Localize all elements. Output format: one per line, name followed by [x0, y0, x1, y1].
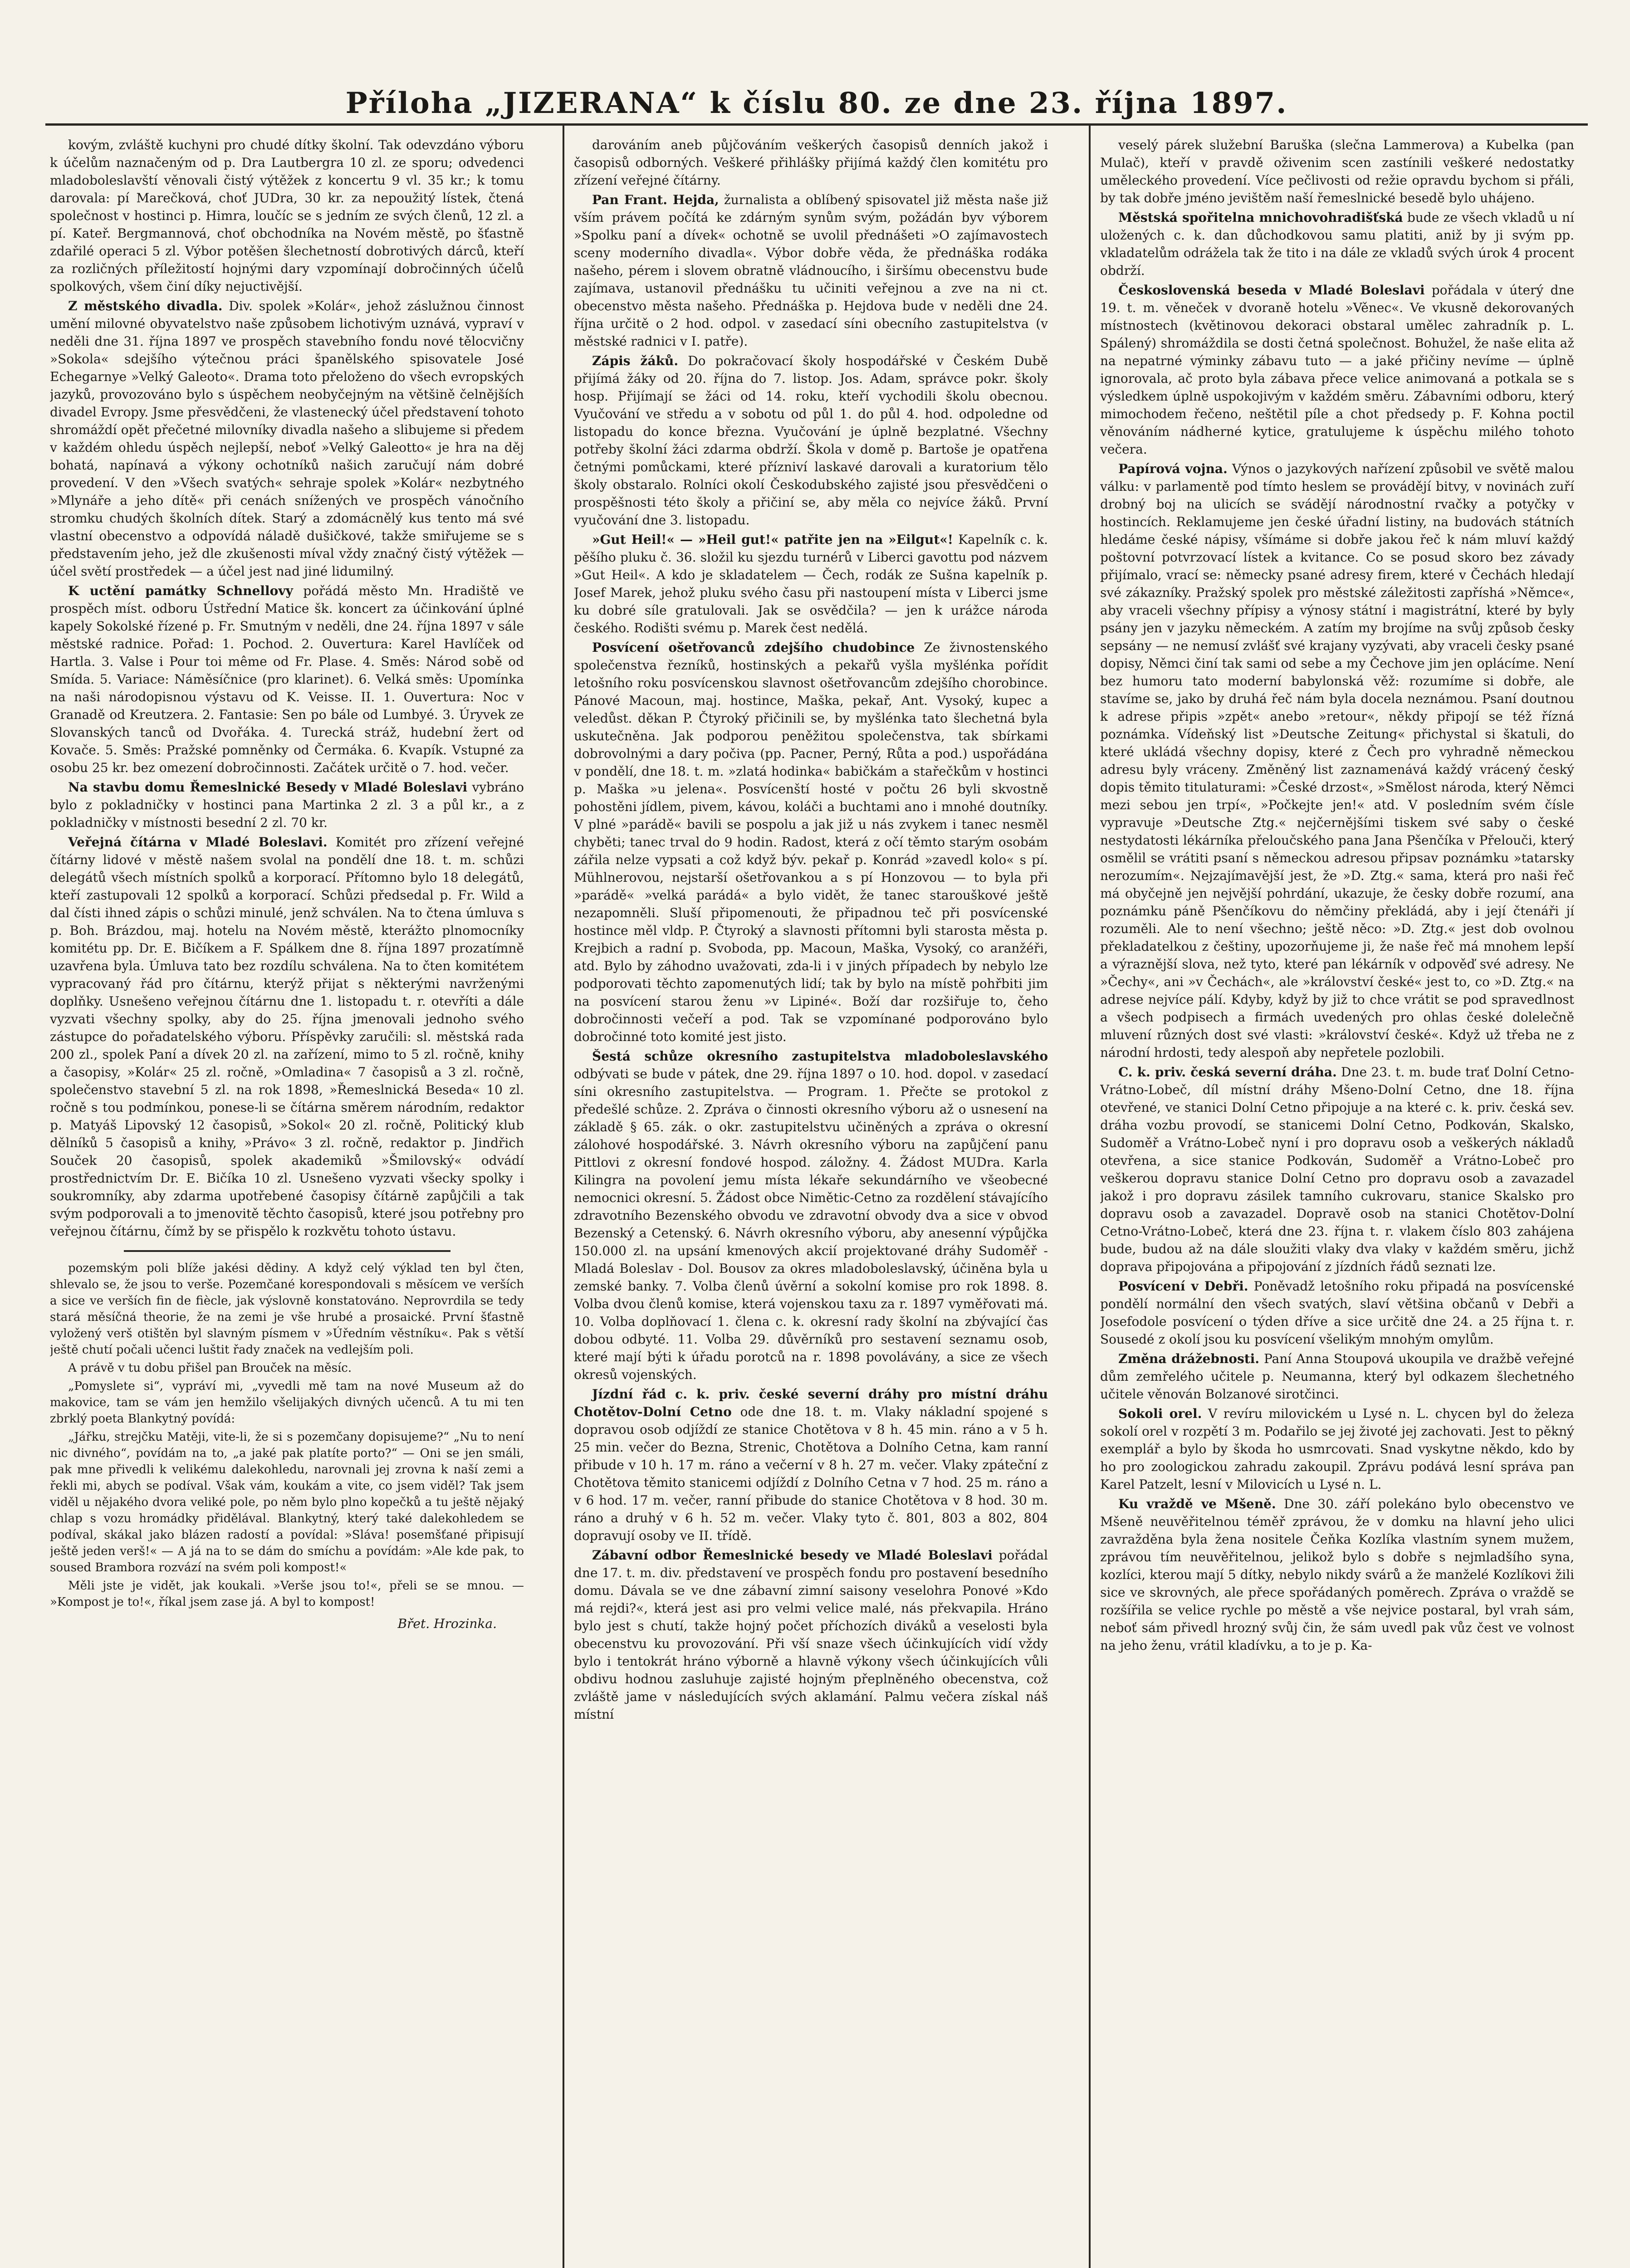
article-heading: Zápis žáků. [592, 353, 679, 368]
header-rule [45, 123, 1588, 126]
article-heading: K uctění památky Schnellovy [68, 583, 293, 598]
article-paragraph [50, 833, 524, 1240]
feuilleton-paragraph: „Jářku, strejčku Matěji, vite-li, že si s pozemčany dopisujeme?“ „Nu to není nic divného“, povídám na to, „a jaké pak platíte porto?“ — Oni se jen smáli, pak mne přivedli k velikému dalekohledu, narovnali jej zrovna k naší zemi a řekli mi, abych se podíval. Však vám, koukám a vite, co jsem viděl? Tak jsem viděl u nějakého dvora veliké pole, po něm bylo plno kopečků a tu ještě nějaký chlap s vozu hromádky přidělával. Blankytný, který také dalekohledem se podíval, skákal jako blázen radostí a povídal: »Sláva! posemšťané připisují ještě jeden verš!« — A já na to se dám do smíchu a povídám: »Ale kde pak, to soused Brambora rozvází na svém poli kompost!« [50, 1430, 524, 1574]
article-heading: Veřejná čítárna v Mladé Boleslavi. [68, 835, 328, 850]
article-text: darováním aneb půjčováním veškerých časopisů denních jakož i časopisů odborných. Veškeré přihlášky přijímá každý člen komitétu pro zřízení veřejné čítárny. [574, 137, 1048, 188]
article-text: Výnos o jazykových nařízení způsobil ve světě malou válku: v parlamentě pod tímto heslem se provádějí bitvy, v novinách zuří drobný boj na ulicích se svádějí národnostní rvačky a potyčky v hostincích. Reklamujeme jen české úřadní listiny, na budovách státních hledáme české nápisy, všímáme si dobře jakou řeč k nám mluví každý poštovní potvrzovací lístek a kvitance. Co se posud skoro bez závady přijímalo, vrací se: německy psané adresy firem, které v Čechách hledají své zákazníky. Pražský spolek pro městské záležitosti zapříshá »Němce«, aby vraceli všechny přípisy a výnosy státní i magistrátní, které by byly psány jen v jazyku německém. A zatím my brojíme na svůj způsob česky sepsány — ne nemusí zvlášť své krajany vyzývati, aby vraceli česky psané dopisy, Němci činí tak sami od sebe a my Čechove jim jen oplácíme. Není bez humoru tato moderní babylonská věž: rozumíme si dobře, ale stavíme se, jako by druhá řeč nám byla docela neznámou. Psaní doutnou k adrese připis »zpět« anebo »retour«, někdy připojí se též řízná poznámka. Vídeňský list »Deutsche Zeitung« přichystal si škatuli, do které ukládá všechny dopisy, které z Čech pro vyhradně německou adresu byly vráceny. Změněný list zaznamenává každý vrácený český dopis těmito titulaturami: »České drzost«, »Smělost národa, který Němci mezi sebou jen trpí«, »Počkejte jen!« atd. V posledním svém čísle vypravuje »Deutsche Ztg.« nejčernějšími tiskem své saby o české nestydatosti lékárníka přeloučského pana Jana Pšenčíka v Přelouči, který osmělil se vrátiti psaní s německou adresou připsav poznámku »tatarsky nerozumím«. Nejzajímavější jest, že »D. Ztg.« sama, která pro naši řeč má obyčejně jen nejvější pohrdání, ukazuje, že česky dobře rozumí, ana poznámku páně Pšenčíkovu do němčiny překládá, aby i její čtenáři jí rozuměli. Ale to není všechno; ještě něco: »D. Ztg.« jest dob ovolnou překladatelkou z češtiny, upozorňujeme ji, že naše řeč má mnohem lepší a výraznější slova, než tyto, které pan lékárník v odpověď své adresy. Ne »Čechy«, ani »v Čechách«, ale »království české« jest to, co »D. Ztg.« na adrese nejvíce pálí. Kdyby, když by již to chce vrátit se pod spravedlnost a všech podpisech a firmách uvedených pro ohlas české dolelečně mluvení různých dost své vlasti: »království české«. Když už třeba ne z národní hrdosti, tedy alespoň aby nepřetele pozlobili. [1100, 461, 1574, 1060]
article-paragraph [574, 191, 1048, 350]
article-text: žurnalista a oblíbený spisovatel již města naše již vším právem počítá ke zdárným synům svým, požádán byv výborem »Spolku paní a dívek« ochotně se uvolil přednášeti »O zajímavostech sceny moderního divadla«. Výbor dobře věda, že přednáška rodáka našeho, pérem i slovem obratně vládnoucího, i širšímu obecenstvu bude zajímava, ustanovil přednášku tu učiniti veřejnou a zve na ni ct. obecenstvo města našeho. Přednáška p. Hejdova bude v neděli dne 24. října určitě o 2 hod. odpol. v zasedací síni obecního zastupitelstva (v městské radnici v I. patře). [574, 192, 1048, 349]
article-heading: Posvícení v Debři. [1118, 1279, 1248, 1294]
article-text: Div. spolek »Kolár«, jehož záslužnou činnost umění milovné obyvatelstvo naše způsobem lichotivým uznává, vypraví v neděli dne 31. října 1897 ve prospěch stavebního fondu nové tělocvičny »Sokola« sdejšího výtečnou práci španělského spisovatele José Echegarnye »Velký Galeoto«. Drama toto přeloženo do všech evropských jazyků, provozováno bylo s úspěchem neobyčejným na většině čelnějších divadel Evropy. Jsme přesvědčeni, že vlastenecký účel představení tohoto shromáždí opět přečetné milovníky divadla našeho a slibujeme si předem v každém ohledu úspěch nejlepší, neboť »Velký Galeotto« je hra na děj bohatá, napínavá a výkony ochotníků našich zaručují nám dobré provedení. V den »Všech svatých« sehraje spolek »Kolár« nezbytného »Mlynáře a jeho dítě« při cenách snížených ve prospěch vánočního stromku chudých školních dítek. Starý a zdomácnělý kus tento má své vlastní obecenstvo a odpovídá náladě dušičkové, takže smiřujeme se s představením jeho, jež dle zkušenosti míval vždy značný čistý výtěžek — účel světí prostředek — a účel jest nad jiné lidumilný. [50, 298, 524, 579]
article-paragraph [574, 352, 1048, 529]
column-divider-2 [1089, 125, 1091, 2268]
article-text: Paní Anna Stoupová ukoupila ve dražbě veřejné dům zemřelého učitele p. Neumanna, který byl odkazem šlechetného učitele věnován Bolzanové sirotčinci. [1100, 1351, 1574, 1402]
column-left [50, 136, 524, 2268]
article-paragraph [574, 136, 1048, 189]
article-paragraph [1100, 136, 1574, 207]
article-paragraph [574, 1047, 1048, 1383]
article-heading: Československá beseda v Mladé Boleslavi [1118, 283, 1425, 298]
article-text: ode dne 18. t. m. Vlaky nákladní spojené s dopravou osob odjíždí ze stanice Chotětova v 8 h. 45 min. ráno a v 5 h. 25 min. večer do Bezna, Strenic, Chotětova a Dolního Cetna, kam ranní přibude v 10 h. 17 m. ráno a večerní v 8 h. 27 m. večer. Vlaky zpáteční z Chotětova těmito stanicemi odjíždí z Dolního Cetna v 7 hod. 25 m. ráno a v 6 hod. 17 m. večer, ranní přibude do stanice Chotětova v 8 hod. 30 m. ráno a druhý v 6 h. 52 m. večer. Vlaky tyto č. 801, 803 a 802, 804 dopravují osoby ve II. třídě. [574, 1404, 1048, 1543]
article-text: pořádal dne 17. t. m. div. představení ve prospěch fondu pro postavení besedního domu. Dávala se ve dne zábavní zimní saisony veselohra Ponové »Kdo má rejdi?«, která jest asi pro velmi velice malé, nás překvapila. Hráno bylo jest s chutí, takže hojný počet příchozích diváků a veselosti byla obecenstvu ku provozování. Při vší snaze všech účinkujících vidí vždy bylo i tentokrát hráno výborně a hlavně výkony všech účinkujících vůli obdivu hodnou zasluhuje zajisté hojným přeplněného obecenstva, což zvláště jame v následujících svých aklamání. Palmu večera získal náš místní [574, 1548, 1048, 1722]
feuilleton-paragraph: pozemským poli blíže jakési dědiny. A když celý výklad ten byl čten, shlevalo se, že jsou to verše. Pozemčané korespondovali s měsícem ve verších a sice ve verších fin de fiècle, jak výslovně konstatováno. Neprovrdila se tedy stará měsíčná theorie, že na zemi je vše hrubé a prosaické. První šťastně vyložený verš otištěn byl slavným písmem v »Úředním věstníku«. Pak s větší ještě chutí počali učenci luštit řady značek na vedlejším poli. [50, 1261, 524, 1357]
article-text: bude ze všech vkladů u ní uložených c. k. dan důchodkovou samu platiti, aniž by ji svým pp. vkladatelům odrážela tak že tito i na dále ze vkladů svých úrok 4 procent obdrží. [1100, 210, 1574, 278]
article-text: Do pokračovací školy hospodářské v Českém Dubě přijímá žáky od 20. října do 7. listop. Jos. Adam, správce pokr. školy hosp. Přijímají se žáci od 14. roku, kteří vychodili školu obecnou. Vyučování ve středu a v sobotu od půl 1. do půl 4. hod. odpoledne od listopadu do konce března. Vyučování je úplně bezplatné. Všechny potřeby školní žáci zdarma obdrží. Škola v domě p. Bartoše je opatřena četnými pomůckami, které přízniví laskavé darovali a kuratorium tělo školy obstaralo. Rolníci okolí Českodubského zajisté jsou přesvědčeni o prospěšnosti této školy a přičiní se, aby měla co nejvíce žáků. První vyučování dne 3. listopadu. [574, 353, 1048, 528]
article-text: Poněvadž letošního roku připadá na posvícenské pondělí normální den všech svatých, slaví většina občanů v Debři a Josefodole posvícení o týden dříve a sice určitě dne 24. a 25 října t. r. Sousedé z okolí jsou ku posvícení všelikým mnohým omylům. [1100, 1279, 1574, 1347]
article-heading: Šestá schůze okresního zastupitelstva mladoboleslavského [592, 1049, 1048, 1064]
article-paragraph [574, 1546, 1048, 1723]
article-text: kovým, zvláště kuchyni pro chudé dítky školní. Tak odevzdáno výboru k účelům naznačeným od p. Dra Lautbergra 10 zl. ze sporu; odvedenci mladoboleslavští věnovali čistý výtěžek z koncertu 9 vl. 35 kr.; k tomu darovala: pí Marečková, choť JUDra, 30 kr. za nepoužitý lístek, čtená společnost v hostinci p. Himra, loučíc se s jedním ze svých členů, 12 zl. a pí. Kateř. Bergmannová, choť obchodníka na Novém městě, po šťastně zdařilé operaci 5 zl. Výbor potěšen šlechetností dobrotivých dárců, kteří za rozličných příležitostí hojnými dary vzpomínají dobročinných účelů spolkových, všem činí díky nejuctivější. [50, 137, 524, 294]
article-text: Dne 30. září polekáno bylo obecenstvo ve Mšeně neuvěřitelnou téměř zprávou, že v domku na hlavní jeho ulici zavražděna byla žena nositele Čeňka Kozlíka vlastním synem mužem, zprávou tím neuvěřitelnou, jelikož bylo s dobře s nejmladšího syna, kozlíci, kterou mají 5 dítky, nebylo nikdy svárů a že manželé Kozlíkovi žili sice ve skrovných, ale přece spořádaných poměrech. Zpráva o vraždě se rozšířila se velice rychle po městě a vše nejvice postaral, byl vrah sám, neboť sám přivedl hrozný svůj čin, že sám uvedl pak vůz čest ve volnost na jeho ženu, vrátil kladívku, a to je p. Ka- [1100, 1496, 1574, 1653]
article-text: V revíru milovickém u Lysé n. L. chycen byl do železa sokolí orel v rozpětí 3 m. Podařilo se jej životé jej zachovati. Jest to pěkný exemplář a bylo by škoda ho usmrcovati. Snad vyskytne někdo, kdo by ho pro zoologickou zahradu zakoupil. Zprávu podává lesní správa pan Karel Patzelt, lesní v Milovicích u Lysé n. L. [1100, 1406, 1574, 1492]
article-heading: C. k. priv. česká severní dráha. [1118, 1065, 1337, 1080]
article-paragraph [1100, 460, 1574, 1061]
article-paragraph [1100, 1405, 1574, 1493]
feuilleton-paragraph: A právě v tu dobu přišel pan Brouček na měsíc. [68, 1361, 352, 1375]
article-paragraph [1100, 209, 1574, 279]
author-signature: Břet. Hrozinka. [397, 1616, 497, 1631]
article-heading: Sokoli orel. [1118, 1406, 1202, 1421]
article-text: pořádala v úterý dne 19. t. m. věneček v dvoraně hotelu »Věnec«. Ve vkusně dekorovaných místnostech (květinovou dekoraci obstaral umělec zahradník p. L. Spálený) shromáždila se dosti četná společnost. Bohužel, že naše elita až na nepatrné výminky zábavu tuto — a jaké přičiny nevíme — úplně ignorovala, ač proto byla zábava přece velice animovaná a potkala se s výsledkem úplně uspokojivým v každém směru. Zábavními odboru, který mimochodem řečeno, neštětil píle a chot předsedy p. F. Kohna poctil věnováním nádherné kytice, gratulujeme k úspěchu milého tohoto večera. [1100, 283, 1574, 457]
article-text: odbývati se bude v pátek, dne 29. října 1897 o 10. hod. dopol. v zasedací síni okresního zastupitelstva. — Program. 1. Přečte se protokol z předešlé schůze. 2. Zpráva o činnosti okresního výboru až o usnesení na základě § 65. zák. o okr. zastupitelstvu učiněných a zpráva o okresní zálohové hospodářské. 3. Návrh okresního výboru na zapůjčení panu Pittlovi z okresní fondové hospod. záložny. 4. Žádost MUDra. Karla Kilingra na povolení jemu místa lékaře sekundárního ve všeobecné nemocnici okresní. 5. Žádost obce Nimětic-Cetno za rozdělení stávajícího zdravotního Bezenského obvodu ve zdravotní obvody dva a sice v obvod Bezenský a Cetenský. 6. Návrh okresního výboru, aby anesenní výpůjčka 150.000 zl. na upsání kmenových akcií projektované dráhy Sudoměř - Mladá Boleslav - Dol. Bousov za okres mladoboleslavský, účiněna byla u zemské banky. 7. Volba členů úvěrní a sokolní komise pro rok 1898. 8. Volba dvou členů komise, která vojenskou taxu za r. 1897 vyměřovati má. 10. Volba doplňovací 1. člena c. k. okresní rady školní na zbývající čas dobou odbyté. 11. Volba 29. důvěrníků pro sestavení seznamu osob, které mají býti k úřadu porotců na r. 1898 povolávány, a sice ze všech okresů vojenských. [574, 1066, 1048, 1382]
article-text: veselý párek služební Baruška (slečna Lammerova) a Kubelka (pan Mulač), kteří v pravdě oživenim scen zastínili veškeré nedostatky uměleckého provedení. Více pečlivosti od režie opravdu bychom si přáli, by tak dobře jméno jevištěm naší řemeslnické besedě bylo uhájeno. [1100, 137, 1574, 205]
article-paragraph [50, 582, 524, 777]
article-paragraph [50, 778, 524, 831]
article-heading: Zábavní odbor Řemeslnické besedy ve Mladé Boleslavi [592, 1548, 993, 1563]
article-paragraph [574, 1385, 1048, 1545]
article-text: Dne 23. t. m. bude trať Dolní Cetno-Vrátno-Lobeč, díl místní dráhy Mšeno-Dolní Cetno, dne 18. října otevřené, ve stanici Dolní Cetno připojuje a na které c. k. priv. česká sev. dráha vozbu provodí, se stanicemi Dolní Cetno, Podkován, Skalsko, Sudoměř a Vrátno-Lobeč nyní i pro dopravu osob a veškerých nákladů otevřena, a sice stanice Podkován, Sudoměř a Vrátno-Lobeč pro veškerou dopravu stanice Dolní Cetno pro dopravu osob a zavazadel jakož i pro dopravu zásilek tamního cukrovaru, stanice Skalsko pro dopravu osob a zavazadel. Dopravě osob na stanici Chotětov-Dolní Cetno-Vrátno-Lobeč, která dne 23. října t. r. vlakem číslo 803 zahájena bude, budou až na dále sloužiti vlaky dva vlaky v každém směru, jichž doprava připojována a připojování z jízdních řádů seznati lze. [1100, 1065, 1574, 1274]
article-paragraph [574, 531, 1048, 637]
article-heading: Městská spořitelna mnichovohradišťská [1118, 210, 1403, 225]
article-paragraph [1100, 1495, 1574, 1654]
column-divider-1 [563, 125, 564, 2268]
feuilleton-paragraph: Měli jste je vidět, jak koukali. »Verše jsou to!«, přeli se se mnou. — »Kompost je to!«, říkal jsem zase já. A byl to kompost! [50, 1579, 524, 1609]
feuilleton-separator [124, 1250, 450, 1252]
feuilleton-paragraph: „Pomyslete si“, vypráví mi, „vyvedli mě tam na nové Museum až do makovice, tam se vám jen hemžilo všelijakých divných učenců. A tu mi ten zbrklý poeta Blankytný povídá: [50, 1379, 524, 1426]
article-heading: Posvícení ošetřovanců zdejšího chudobince [592, 640, 915, 655]
article-heading: Papírová vojna. [1118, 461, 1228, 476]
article-heading: Z městského divadla. [68, 298, 223, 313]
article-text: pořádá město Mn. Hradiště ve prospěch míst. odboru Ústřední Matice šk. koncert za účinkování úplné kapely Sokolské řízené p. Fr. Smutným v neděli, dne 24. října 1897 v sále městské radnice. Pořad: 1. Pochod. 2. Ouvertura: Karel Havlíček od Hartla. 3. Valse i Pour toi même od Fr. Plase. 4. Směs: Národ sobě od Smída. 5. Variace: Náměsíčnice (pro klarinet). 6. Velká směs: Upomínka na naši národopisnou výstavu od K. Veisse. II. 1. Ouvertura: Noc v Granadě od Kreutzera. 2. Fantasie: Sen po bále od Lumbyé. 3. Úryvek ze Slovanských tanců od Dvořáka. 4. Turecká stráž, hudební žert od Kovače. 5. Směs: Pražské pomněnky od Čermáka. 6. Kvapík. Vstupné za osobu 25 kr. bez omezení dobročinnosti. Začátek určitě o 7. hod. večer. [50, 583, 524, 775]
page-header-title: Příloha „JIZERANA“ k číslu 80. ze dne 23. října 1897. [345, 86, 1288, 120]
article-paragraph [1100, 1350, 1574, 1403]
article-paragraph [50, 297, 524, 580]
article-paragraph [50, 136, 524, 295]
article-heading: Jízdní řád c. k. priv. české severní dráhy pro místní dráhu Chotětov-Dolní Cetno [574, 1387, 1048, 1419]
article-text: Ze živnostenského společenstva řezníků, hostinských a pekařů vyšla myšlénka pořídit letošního roku posvícenskou slavnost ošetřovancům zdejšího chorobince. Pánové Macoun, maj. hostince, Maška, pekař, Ant. Vysoký, kupec a veledůst. děkan P. Čtyroký přičinili se, by myšlénka tato šlechetná byla uskutečněna. Jak podporou peněžitou společenstva, tak sbírkami dobrovolnými a dary počiva (pp. Pacner, Perný, Růta a pod.) uspořádána v pondělí, dne 18. t. m. »zlatá hodinka« babičkám a stařečkům v hostinci p. Maška »u jelena«. Posvícenští hosté v počtu 26 byli skvostně pohostěni jídlem, pivem, kávou, koláči a buchtami ano i mnohé doutníky. V plné »parádě« bavili se pospolu a jak již u nás zvykem i tanec nesměl chyběti; tanec trval do 9 hodin. Radost, která z očí těmto starým osobám zářila nelze vypsati a což když býv. pekař p. Konrád »zavedl kolo« s pí. Mühlnerovou, nejstarší ošetřovankou a s pí Honzovou — to byla při »parádě« »velká parádá« a bylo vidět, že tanec starouškové ještě nezapomněli. Sluší připomenouti, že připadnou teč při posvícenské hostince měl vldp. P. Čtyroký a slavnosti přítomni byli starosta města p. Krejbich a radní p. Svoboda, pp. Macoun, Maška, Vysoký, co aranžéři, atd. Bylo by záhodno uvažovati, zda-li i v jiných případech by nebylo lze podporovati těchto zapomenutých lidí; tak by bylo na místě pohřbiti jim na posvícení starou ženu »v Lipiné«. Boží dar rozšiřuje to, čeho dobročinnosti večeří a pod. Tak se vzpomínané podporováno bylo dobročinné toto komité jest jisto. [574, 640, 1048, 1044]
article-heading: »Gut Heil!« — »Heil gut!« patřite jen na »Eilgut«! [592, 532, 954, 547]
article-heading: Ku vraždě ve Mšeně. [1118, 1496, 1276, 1511]
column-right [1100, 136, 1574, 2268]
article-paragraph [574, 639, 1048, 1046]
article-text: Komitét pro zřízení veřejné čítárny lidové v městě našem svolal na pondělí dne 18. t. m. schůzi delegátů všech místních spolků a korporací. Přítomno bylo 18 delegátů, kteří zastupovali 12 spolků a korporací. Schůzi předsedal p. Fr. Wild a dal čísti ihned zápis o schůzi minulé, jenž schválen. Na to čtena úmluva s p. Boh. Brázdou, maj. hotelu na Novém městě, kterážto plnomocníky komitétu pp. Dr. E. Bičíkem a F. Spálkem dne 8. října 1897 prozatímně uzavřena byla. Úmluva tato bez rozdílu schválena. Na to čten komitétem vypracovaný řád pro čítárnu, kterýž přijat s některými navrženými doplňky. Usnešeno veřejnou čítárnu dne 1. listopadu t. r. otevříti a dále vyzvati všechny spolky, aby do 25. října jmenovali jednoho svého zástupce do pořadatelského výboru. Příspěvky zaručili: sl. městská rada 200 zl., spolek Paní a dívek 20 zl. na zařízení, mimo to 5 zl. ročně, knihy a časopisy, »Kolár« 25 zl. ročně, »Omladina« 7 časopisů a 3 zl. ročně, společenstvo stavební 5 zl. na rok 1898, »Řemeslnická Beseda« 10 zl. ročně s tou podmínkou, ponese-li se čítárna směrem národním, redaktor p. Matyáš Lipovský 12 časopisů, »Sokol« 20 zl. ročně, Politický klub dělníků 5 časopisů a knihy, »Právo« 3 zl. ročně, redaktor p. Jindřich Souček 20 časopisů, spolek akademiků »Šmilovský« odvádí prostřednictvím Dr. E. Bičíka 10 zl. Usnešeno vyzvati všecky spolky i soukromníky, aby zdarma upotřebené časopisy čítárně zapůjčili a tak svým podporovali a to jmenovitě těchto časopisů, které jsou potřebny pro veřejnou čítárnu, čímž by se přispělo k rozkvětu tohoto ústavu. [50, 835, 524, 1239]
article-heading: Pan Frant. Hejda, [592, 192, 719, 207]
article-text: Kapelník c. k. pěšího pluku č. 36. složil ku sjezdu turnérů v Liberci gavottu pod názvem »Gut Heil«. A kdo je skladatelem — Čech, rodák ze Sušna kapelník p. Josef Marek, jehož pluku svého času při nastoupení místa v Liberci jsme ku dobré síle gratulovali. Jak se osvědčila? — jen k urážce národa českého. Rodišti svému p. Marek čest nedělá. [574, 532, 1048, 635]
column-middle [574, 136, 1048, 2268]
article-heading: Na stavbu domu Řemeslnické Besedy v Mladé Boleslavi [68, 780, 468, 795]
article-heading: Změna drážebnosti. [1118, 1351, 1260, 1366]
article-paragraph [1100, 1063, 1574, 1276]
article-paragraph [1100, 281, 1574, 458]
article-paragraph [1100, 1277, 1574, 1348]
article-text: vybráno bylo z pokladničky v hostinci pana Martinka 2 zl. 3 a půl kr., a z pokladničky v místnosti besední 2 zl. 70 kr. [50, 780, 524, 830]
